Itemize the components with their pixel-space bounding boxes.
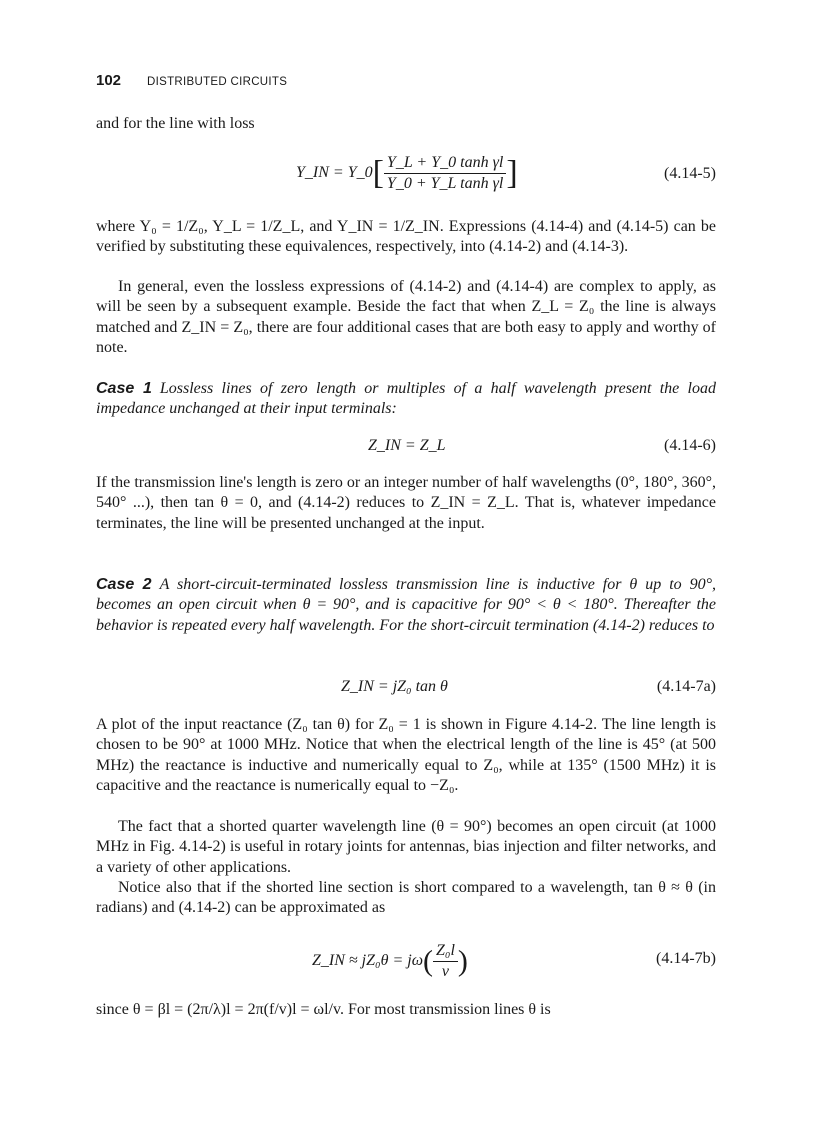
case-1-heading: Case 1: [96, 380, 152, 397]
equation-4-14-7b: Z_IN ≈ jZ₀θ = jω( $\frac{\text{Z₀l}}{v}$ ): [312, 942, 468, 980]
case-2-block: [96, 575, 716, 636]
eq-4-14-7b-label: (4.14-7b): [656, 950, 716, 967]
paragraph-plot: A plot of the input reactance (Z₀ tan θ) for Z₀ = 1 is shown in Figure 4.14-2. The line length is chosen to be 90° at 1000 MHz. Notice that when the electrical length of the line is 45° (at 500 MHz) the reactance is inductive and numerically equal to Z₀, while at 135° (1500 MHz) it is capacitive and the reactance is numerically equal to −Z₀.: [96, 716, 716, 794]
page-header: [96, 72, 287, 90]
equation-4-14-7a: Z_IN = jZ₀ tan θ: [341, 678, 448, 695]
eq-4-14-6-label: (4.14-6): [664, 437, 716, 454]
case-1-statement: Lossless lines of zero length or multiples of a half wavelength present the load impedance unchanged at their input terminals:: [96, 380, 717, 418]
case-2-heading: Case 2: [96, 576, 152, 593]
paragraph-since: since θ = βl = (2π/λ)l = 2π(f/v)l = ωl/v. For most transmission lines θ is: [96, 1001, 551, 1018]
paragraph-notice: Notice also that if the shorted line section is short compared to a wavelength, tan θ ≈ θ (in radians) and (4.14-2) can be approximated as: [96, 879, 716, 917]
eq-4-14-5-label: (4.14-5): [664, 165, 716, 182]
eq-4-14-5-fraction: [384, 154, 506, 193]
eq-4-14-5-numerator: Y_L + Y_0 tanh γl: [384, 154, 506, 174]
eq-4-14-7b-numerator: Z₀l: [433, 942, 458, 962]
case-2-statement: A short-circuit-terminated lossless transmission line is inductive for θ up to 90°, becomes an open circuit when θ = 90°, and is capacitive for 90° < θ < 180°. Thereafter the behavior is repeated every half wavelength. For the short-circuit termination (4.14-2) reduces to: [96, 576, 717, 634]
eq-4-14-7b-fraction: [433, 942, 458, 981]
running-title: DISTRIBUTED CIRCUITS: [147, 76, 288, 88]
paragraph-shorted: The fact that a shorted quarter wavelength line (θ = 90°) becomes an open circuit (at 1000 MHz in Fig. 4.14-2) is useful in rotary joints for antennas, bias injection and filter networks, and a variety of other applications.: [96, 818, 716, 876]
equation-4-14-6: Z_IN = Z_L: [368, 437, 446, 454]
eq-4-14-5-denominator: Y_0 + Y_L tanh γl: [386, 175, 504, 192]
paragraph-general: In general, even the lossless expressions of (4.14-2) and (4.14-4) are complex to apply, as will be seen by a subsequent example. Beside the fact that when Z_L = Z₀ the line is always matched and Z_IN = Z₀, there are four additional cases that are both easy to apply and worthy of note.: [96, 278, 716, 356]
paragraph-case-1: If the transmission line's length is zero or an integer number of half wavelengths (0°, 180°, 360°, 540° ...), then tan θ = 0, and (4.14-2) reduces to Z_IN = Z_L. That is, whatever impedance terminates, the line will be presented unchanged at the input.: [96, 474, 716, 532]
eq-4-14-7b-denominator: v: [441, 963, 449, 980]
page-number: 102: [96, 72, 122, 89]
eq-4-14-7a-label: (4.14-7a): [656, 678, 716, 695]
equation-4-14-5: Y_IN = Y_0[ $\frac{\text{Y\_L + Y\_0 tanh γl}}{\text{Y\_0 + Y\_L tanh γl}}$ ]: [296, 154, 518, 192]
eq-4-14-5-lhs: Y_IN = Y_0: [296, 164, 373, 182]
case-1-block: [96, 379, 716, 420]
intro-line: and for the line with loss: [96, 115, 255, 132]
eq-4-14-7b-lhs: Z_IN ≈ jZ₀θ = jω: [312, 952, 423, 970]
paragraph-where: where Y₀ = 1/Z₀, Y_L = 1/Z_L, and Y_IN = 1/Z_IN. Expressions (4.14-4) and (4.14-5) can be verified by substituting these equivalences, respectively, into (4.14-2) and (4.14-3).: [96, 218, 716, 256]
